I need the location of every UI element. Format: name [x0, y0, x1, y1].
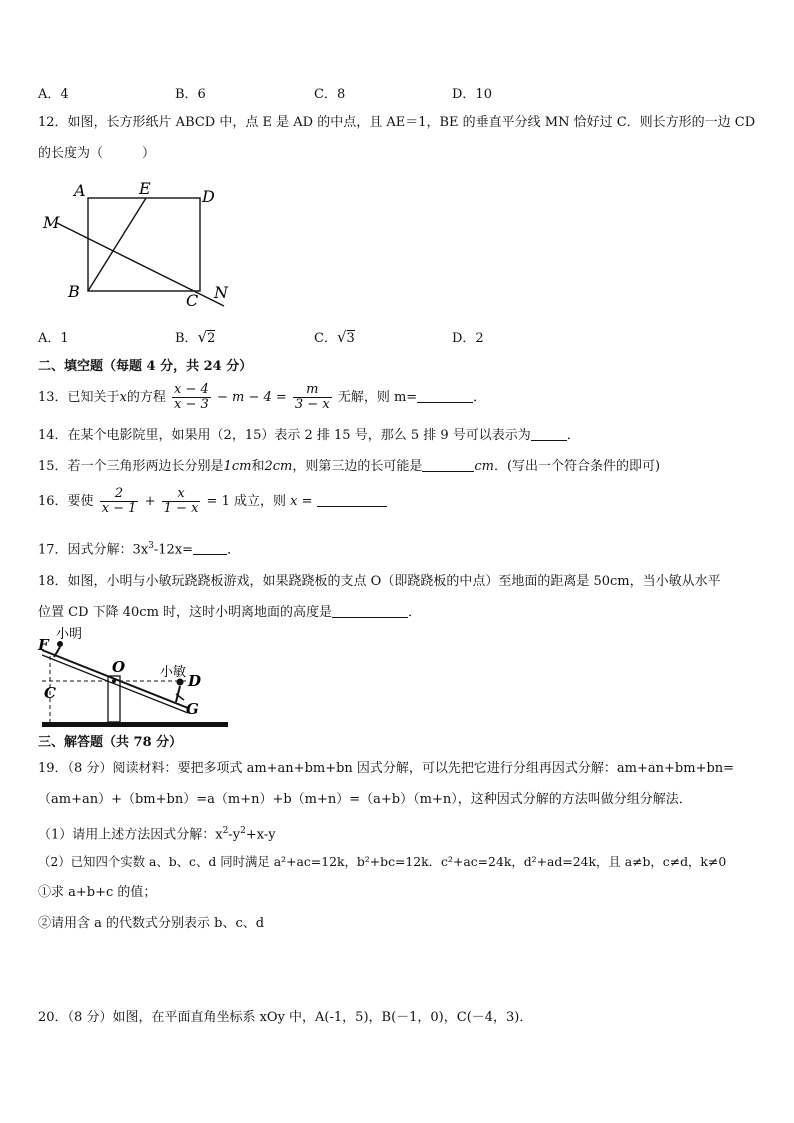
- label-xiaomin: 小敏: [160, 665, 187, 680]
- label-N: N: [214, 283, 228, 302]
- q20: 20．（8 分）如图，在平面直角坐标系 xOy 中，A(-1，5)，B(－1，0)，C(－4，3)．: [38, 1010, 533, 1025]
- label-D: D: [188, 672, 202, 690]
- q19-part1: （1）请用上述方法因式分解：$x^2-y^2+x-y$: [38, 826, 276, 843]
- label-G: G: [186, 700, 199, 718]
- q13: 13．已知关于x的方程 $\frac{x - 4}{x - 3}$ − m − 4 = $\frac{m}{3 - x}$ 无解，则 m= ．: [38, 382, 487, 412]
- q18-line1: 18．如图，小明与小敏玩跷跷板游戏，如果跷跷板的支点 O（即跷跷板的中点）至地面的距离是 50cm，当小敏从水平: [38, 574, 721, 589]
- q18-seesaw-figure: [36, 624, 246, 734]
- q12-options: [38, 327, 598, 345]
- section3-title: 三、解答题（共 78 分）: [38, 735, 183, 750]
- q19-sub1: ①求 a+b+c 的值；: [38, 885, 157, 900]
- q14-answer-blank: [531, 440, 567, 441]
- q15-answer-blank: [422, 471, 474, 472]
- label-C: C: [186, 291, 199, 308]
- q12-option-c: C．√3: [314, 328, 355, 346]
- section2-title: 二、填空题（每题 4 分，共 24 分）: [38, 359, 253, 374]
- q16: 16．要使 $\frac{2}{x - 1}$ + $\frac{x}{1 - x}$ = 1 成立，则 x =: [38, 485, 387, 519]
- q18-answer-blank: [332, 617, 408, 618]
- q12-line2: 的长度为（ ）: [38, 146, 156, 161]
- q19-sub2: ②请用含 a 的代数式分别表示 b、c、d: [38, 916, 265, 931]
- q19-line1: 19．（8 分）阅读材料：要把多项式 am+an+bm+bn 因式分解，可以先把它进行分组再因式分解：am+an+bm+bn=: [38, 761, 735, 776]
- q12-option-b: B．√2: [175, 328, 216, 346]
- label-E: E: [139, 179, 151, 198]
- q14: 14．在某个电影院里，如果用（2，15）表示 2 排 15 号，那么 5 排 9 号可以表示为 ．: [38, 428, 580, 443]
- q16-answer-blank: [317, 506, 387, 507]
- q18-line2: 位置 CD 下降 40cm 时，这时小明离地面的高度是 ．: [38, 605, 422, 620]
- label-B: B: [68, 282, 80, 301]
- q13-answer-blank: [417, 402, 473, 403]
- label-F: F: [38, 636, 49, 654]
- q12-line1: 12．如图，长方形纸片 ABCD 中，点 E 是 AD 的中点，且 AE＝1，BE 的垂直平分线 MN 恰好过 C．则长方形的一边 CD: [38, 115, 756, 130]
- label-D: D: [202, 187, 215, 206]
- q19-line2: （am+an）+（bm+bn）=a（m+n）+b（m+n）=（a+b）（m+n），这种因式分解的方法叫做分组分解法．: [38, 792, 692, 807]
- q12-rectangle-figure: [38, 178, 238, 308]
- q12-option-a: A．1: [38, 331, 69, 346]
- label-M: M: [43, 213, 60, 232]
- label-O: O: [112, 658, 126, 676]
- label-xiaoming: 小明: [56, 627, 83, 642]
- label-C: C: [44, 684, 56, 702]
- q17-answer-blank: [193, 554, 227, 555]
- label-A: A: [74, 181, 86, 200]
- q19-part2: （2）已知四个实数 a、b、c、d 同时满足 a²+ac=12k，b²+bc=12k．c²+ac=24k，d²+ad=24k，且 a≠b，c≠d，k≠0: [38, 854, 727, 869]
- q11-option-c: C．8: [314, 87, 346, 102]
- q11-option-a: A．4: [38, 87, 69, 102]
- q11-options: [38, 83, 598, 101]
- q11-option-b: B．6: [175, 87, 206, 102]
- q17: 17．因式分解：$3x^3-12x=$ ．: [38, 541, 241, 558]
- q11-option-d: D．10: [452, 87, 492, 102]
- q12-option-d: D．2: [452, 331, 484, 346]
- q15: 15．若一个三角形两边长分别是1cm和2cm，则第三边的长可能是 cm．(写出一个符合条件的即可): [38, 459, 661, 474]
